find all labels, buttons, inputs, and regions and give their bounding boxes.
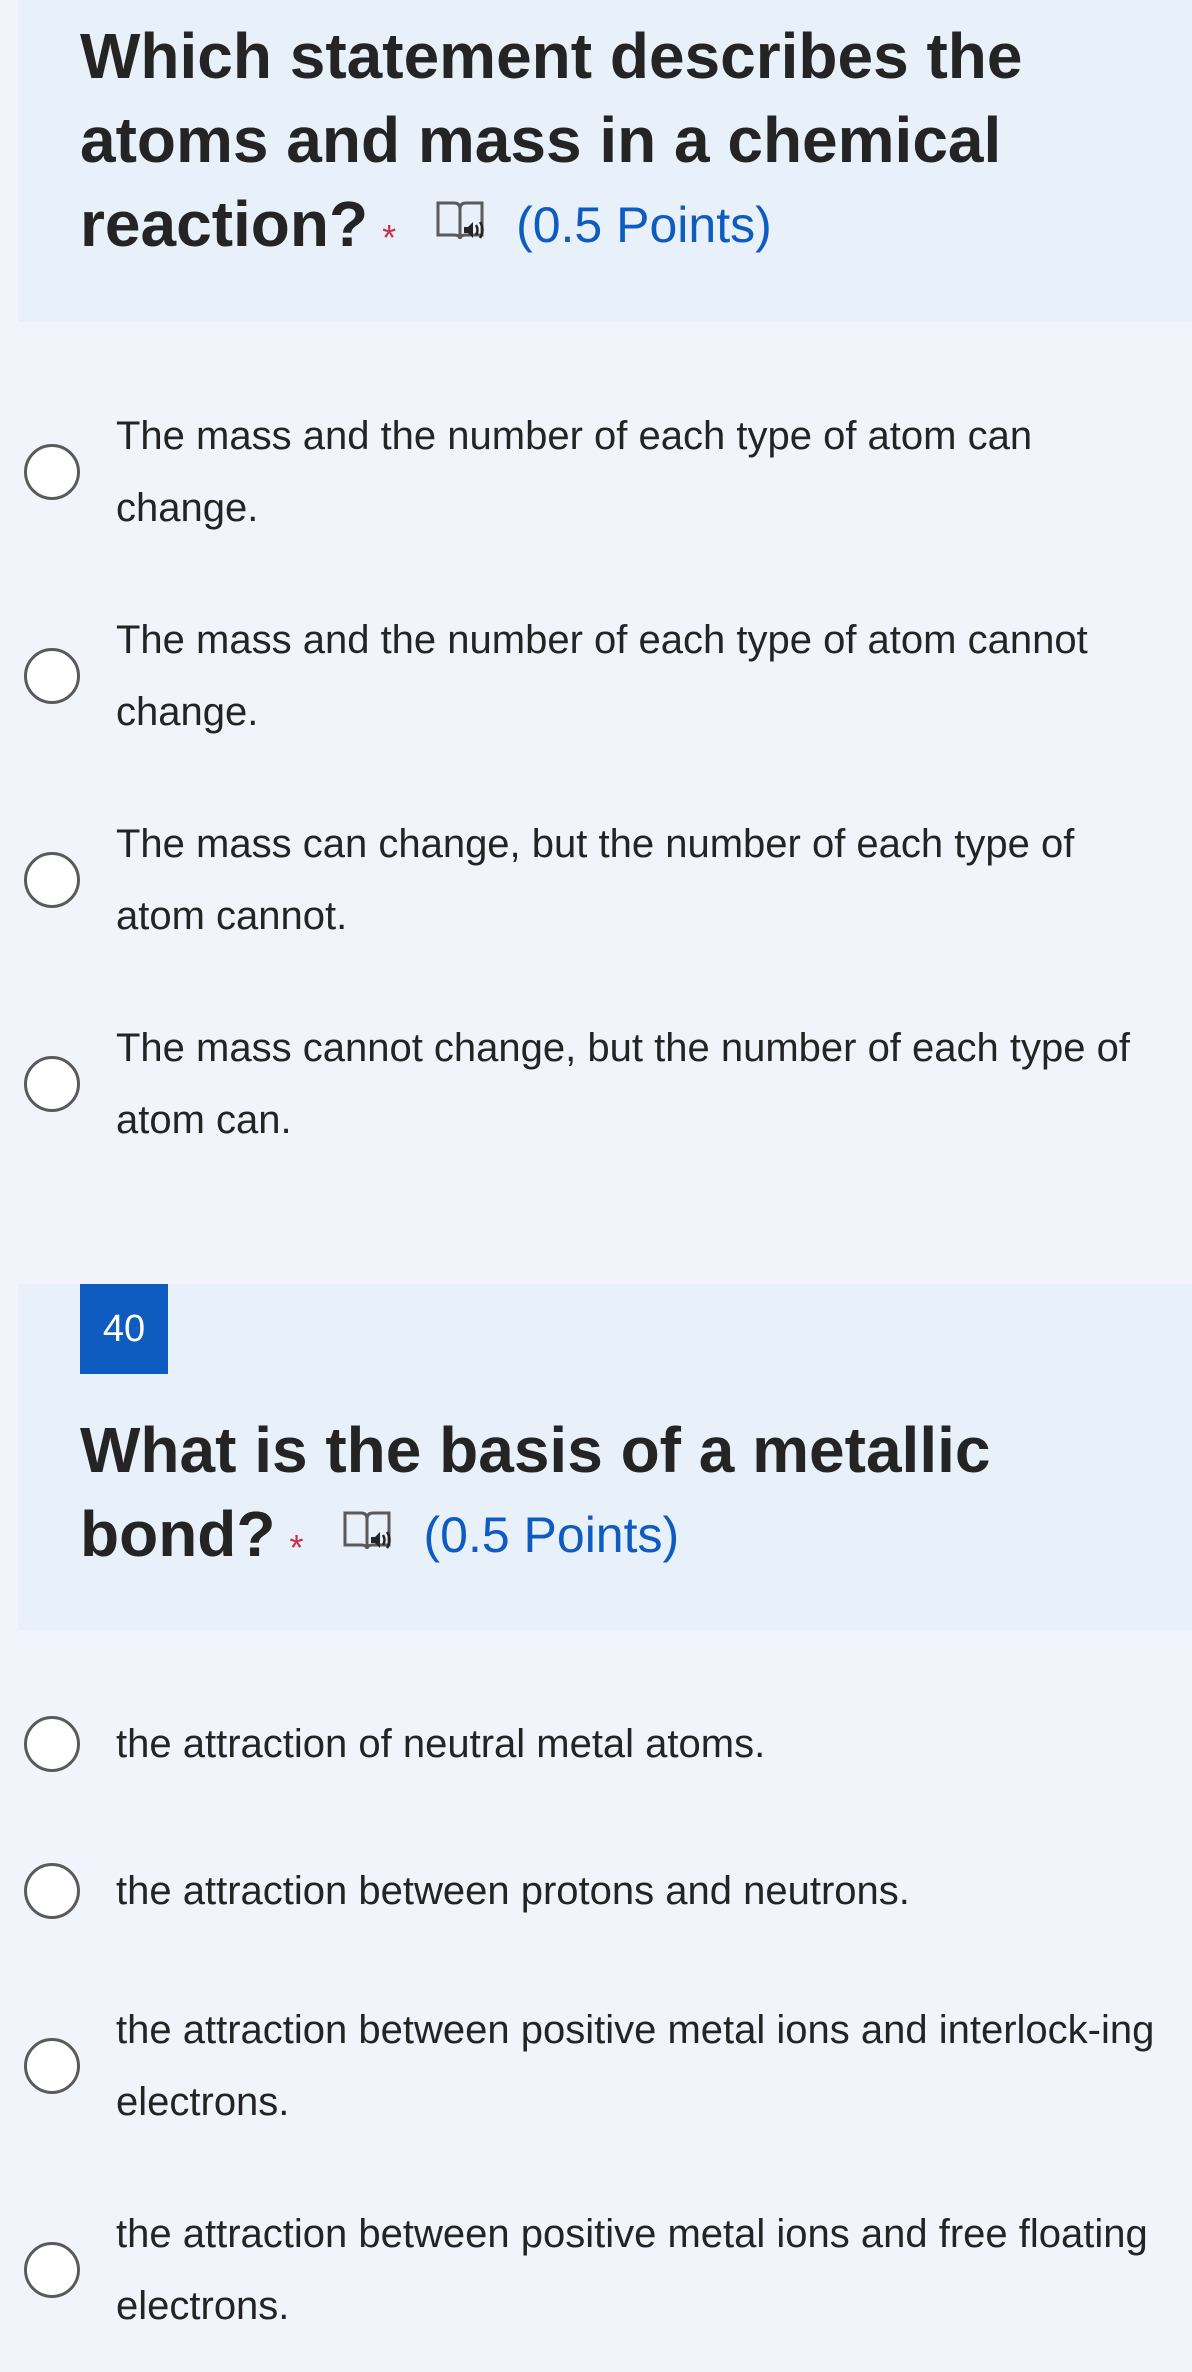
answer-option-label: The mass and the number of each type of atom cannot change. bbox=[116, 618, 1088, 734]
answer-option[interactable] bbox=[0, 1964, 1192, 2168]
radio-button[interactable] bbox=[24, 648, 80, 704]
radio-button[interactable] bbox=[24, 1056, 80, 1112]
answer-option-label: the attraction between positive metal ions and free floating electrons. bbox=[116, 2212, 1148, 2328]
answer-option-label: the attraction of neutral metal atoms. bbox=[116, 1721, 766, 1766]
answer-option[interactable] bbox=[0, 1670, 1192, 1817]
question-title bbox=[80, 14, 1160, 271]
radio-button[interactable] bbox=[24, 2242, 80, 2298]
answer-option[interactable] bbox=[0, 982, 1192, 1186]
answer-option[interactable] bbox=[0, 2168, 1192, 2372]
required-star: * bbox=[382, 217, 397, 258]
points-label: (0.5 Points) bbox=[516, 197, 772, 254]
radio-button[interactable] bbox=[24, 1716, 80, 1772]
answer-option-label: the attraction between protons and neutrons. bbox=[116, 1868, 910, 1913]
answer-option-label: The mass can change, but the number of each type of atom cannot. bbox=[116, 822, 1075, 938]
radio-button[interactable] bbox=[24, 2038, 80, 2094]
points-label: (0.5 Points) bbox=[423, 1507, 680, 1564]
immersive-reader-icon[interactable] bbox=[434, 183, 486, 267]
answer-option[interactable] bbox=[0, 778, 1192, 982]
immersive-reader-icon[interactable] bbox=[341, 1493, 393, 1577]
question-title bbox=[80, 1408, 1160, 1581]
answer-option-label: The mass and the number of each type of atom can change. bbox=[116, 414, 1033, 530]
answer-option-label: The mass cannot change, but the number of each type of atom can. bbox=[116, 1026, 1130, 1142]
question-header bbox=[18, 1284, 1192, 1630]
answer-option[interactable] bbox=[0, 574, 1192, 778]
radio-button[interactable] bbox=[24, 1863, 80, 1919]
answer-option-label: the attraction between positive metal ions and interlock-ing electrons. bbox=[116, 2008, 1155, 2124]
question-header bbox=[18, 0, 1192, 322]
radio-button[interactable] bbox=[24, 852, 80, 908]
question-title-text: What is the basis of a metallic bond? bbox=[80, 1414, 991, 1570]
answer-option[interactable] bbox=[0, 1817, 1192, 1964]
answer-options bbox=[0, 370, 1192, 1186]
answer-options bbox=[0, 1670, 1192, 2372]
radio-button[interactable] bbox=[24, 444, 80, 500]
answer-option[interactable] bbox=[0, 370, 1192, 574]
question-number-badge: 40 bbox=[80, 1284, 168, 1374]
required-star: * bbox=[289, 1527, 304, 1568]
question-title-text: Which statement describes the atoms and mass in a chemical reaction? bbox=[80, 20, 1023, 260]
